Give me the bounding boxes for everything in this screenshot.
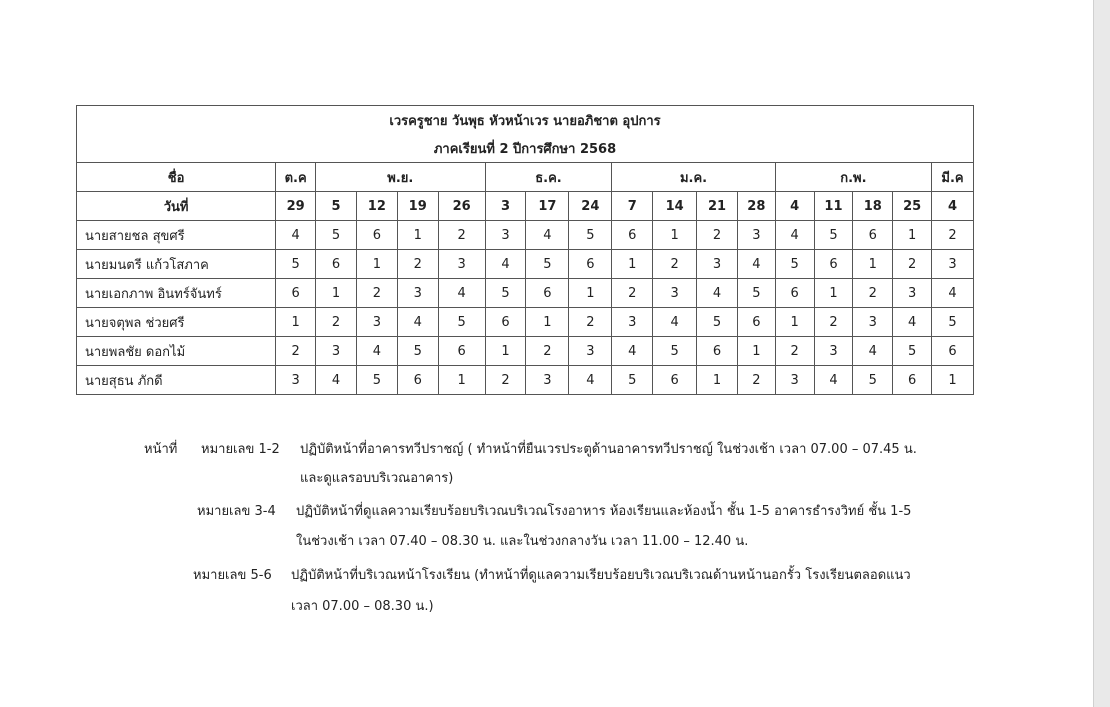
teacher-name: นายจตุพล ช่วยศรี: [77, 308, 276, 337]
duty-number-cell: 3: [612, 308, 653, 337]
duty-number-cell: 4: [853, 337, 893, 366]
duty-number-cell: 4: [397, 308, 438, 337]
duty-number-cell: 1: [397, 221, 438, 250]
date-cell: 19: [397, 192, 438, 221]
teacher-name: นายมนตรี แก้วโสภาค: [77, 250, 276, 279]
duty-number-cell: 5: [814, 221, 853, 250]
date-cell: 5: [316, 192, 357, 221]
duty-number-cell: 4: [737, 250, 775, 279]
duty-number-cell: 1: [356, 250, 397, 279]
duty-number-cell: 5: [612, 366, 653, 395]
duty-number-cell: 5: [893, 337, 932, 366]
date-header: วันที่: [77, 192, 276, 221]
teacher-name: นายเอกภาพ อินทร์จันทร์: [77, 279, 276, 308]
duty-number-cell: 4: [485, 250, 526, 279]
duty-number-cell: 5: [316, 221, 357, 250]
name-header: ชื่อ: [77, 163, 276, 192]
duty-number-cell: 4: [932, 279, 974, 308]
teacher-name: นายสายชล สุขศรี: [77, 221, 276, 250]
duty-number-cell: 6: [697, 337, 738, 366]
duty-number-cell: 3: [697, 250, 738, 279]
duty-number-cell: 5: [775, 250, 814, 279]
duty-number-cell: 1: [737, 337, 775, 366]
note-1-line2: และดูแลรอบบริเวณอาคาร): [300, 471, 454, 486]
note-1-line1: ปฏิบัติหน้าที่อาคารทวีปราชญ์ ( ทำหน้าที่ยืนเวรประตูด้านอาคารทวีปราชญ์ ในช่วงเช้า เวลา 07.00 – 07.45 น.: [300, 442, 917, 457]
duty-number-cell: 4: [612, 337, 653, 366]
duty-number-cell: 6: [569, 250, 612, 279]
date-cell: 11: [814, 192, 853, 221]
duty-number-cell: 6: [932, 337, 974, 366]
duty-number-cell: 2: [893, 250, 932, 279]
duty-number-cell: 2: [853, 279, 893, 308]
month-jan: ม.ค.: [612, 163, 775, 192]
duty-number-cell: 2: [356, 279, 397, 308]
duty-number-cell: 4: [316, 366, 357, 395]
duty-number-cell: 3: [775, 366, 814, 395]
duty-number-cell: 4: [775, 221, 814, 250]
duty-number-cell: 1: [569, 279, 612, 308]
duty-number-cell: 4: [697, 279, 738, 308]
duty-number-cell: 5: [356, 366, 397, 395]
duty-number-cell: 6: [485, 308, 526, 337]
duty-number-cell: 1: [438, 366, 485, 395]
duty-number-cell: 3: [316, 337, 357, 366]
duty-number-cell: 1: [814, 279, 853, 308]
duty-number-cell: 2: [932, 221, 974, 250]
date-cell: 4: [932, 192, 974, 221]
duty-number-cell: 1: [697, 366, 738, 395]
note-2-line1: ปฏิบัติหน้าที่ดูแลความเรียบร้อยบริเวณบริเวณโรงอาหาร ห้องเรียนและห้องน้ำ ชั้น 1-5 อาคารธำรงวิทย์ ชั้น 1-5: [296, 504, 912, 519]
duty-number-cell: 6: [356, 221, 397, 250]
duty-number-cell: 2: [737, 366, 775, 395]
duty-number-cell: 1: [485, 337, 526, 366]
duty-number-cell: 3: [276, 366, 316, 395]
duty-number-cell: 5: [526, 250, 569, 279]
duty-number-cell: 5: [653, 337, 697, 366]
date-cell: 18: [853, 192, 893, 221]
note-1-number: หมายเลข 1-2: [201, 442, 280, 457]
month-nov: พ.ย.: [316, 163, 486, 192]
duty-number-cell: 6: [893, 366, 932, 395]
duty-number-cell: 6: [397, 366, 438, 395]
duty-number-cell: 1: [932, 366, 974, 395]
duty-number-cell: 2: [775, 337, 814, 366]
date-cell: 3: [485, 192, 526, 221]
table-subtitle: ภาคเรียนที่ 2 ปีการศึกษา 2568: [77, 134, 974, 163]
duty-number-cell: 3: [438, 250, 485, 279]
duty-number-cell: 2: [316, 308, 357, 337]
table-title: เวรครูชาย วันพุธ หัวหน้าเวร นายอภิชาต อุปการ: [77, 106, 974, 135]
duty-number-cell: 3: [569, 337, 612, 366]
duty-number-cell: 1: [653, 221, 697, 250]
date-cell: 4: [775, 192, 814, 221]
teacher-name: นายพลชัย ดอกไม้: [77, 337, 276, 366]
duty-number-cell: 5: [737, 279, 775, 308]
duty-number-cell: 1: [316, 279, 357, 308]
duty-number-cell: 4: [653, 308, 697, 337]
duty-number-cell: 2: [569, 308, 612, 337]
duty-number-cell: 2: [653, 250, 697, 279]
duty-number-cell: 4: [526, 221, 569, 250]
duty-number-cell: 5: [569, 221, 612, 250]
date-cell: 28: [737, 192, 775, 221]
duty-number-cell: 2: [612, 279, 653, 308]
duty-number-cell: 6: [438, 337, 485, 366]
duty-number-cell: 3: [485, 221, 526, 250]
duty-number-cell: 2: [814, 308, 853, 337]
page-edge: [1093, 0, 1110, 707]
month-feb: ก.พ.: [775, 163, 931, 192]
duty-number-cell: 1: [893, 221, 932, 250]
duty-number-cell: 3: [653, 279, 697, 308]
duty-number-cell: 1: [853, 250, 893, 279]
duty-number-cell: 2: [276, 337, 316, 366]
duty-number-cell: 6: [276, 279, 316, 308]
note-3-line1: ปฏิบัติหน้าที่บริเวณหน้าโรงเรียน (ทำหน้าที่ดูแลความเรียบร้อยบริเวณบริเวณด้านหน้านอกรั้ว โรงเรียนตลอดแนว: [291, 568, 911, 583]
date-cell: 25: [893, 192, 932, 221]
month-mar: มี.ค: [932, 163, 974, 192]
date-cell: 26: [438, 192, 485, 221]
date-cell: 29: [276, 192, 316, 221]
duty-number-cell: 6: [612, 221, 653, 250]
duty-number-cell: 1: [526, 308, 569, 337]
note-2-line2: ในช่วงเช้า เวลา 07.40 – 08.30 น. และในช่วงกลางวัน เวลา 11.00 – 12.40 น.: [296, 534, 749, 549]
duty-number-cell: 6: [653, 366, 697, 395]
duty-number-cell: 5: [853, 366, 893, 395]
duty-number-cell: 1: [612, 250, 653, 279]
duty-number-cell: 3: [814, 337, 853, 366]
date-cell: 17: [526, 192, 569, 221]
duty-number-cell: 5: [932, 308, 974, 337]
duty-number-cell: 5: [485, 279, 526, 308]
duty-number-cell: 4: [438, 279, 485, 308]
note-3-number: หมายเลข 5-6: [193, 568, 272, 583]
duty-number-cell: 6: [526, 279, 569, 308]
date-cell: 21: [697, 192, 738, 221]
duty-number-cell: 3: [397, 279, 438, 308]
duty-number-cell: 3: [737, 221, 775, 250]
duty-number-cell: 5: [276, 250, 316, 279]
duty-number-cell: 3: [932, 250, 974, 279]
date-cell: 24: [569, 192, 612, 221]
duty-number-cell: 3: [526, 366, 569, 395]
duty-number-cell: 3: [356, 308, 397, 337]
date-cell: 14: [653, 192, 697, 221]
duty-number-cell: 1: [775, 308, 814, 337]
duty-number-cell: 4: [569, 366, 612, 395]
duty-number-cell: 2: [485, 366, 526, 395]
duty-number-cell: 4: [814, 366, 853, 395]
duty-number-cell: 2: [697, 221, 738, 250]
duty-number-cell: 6: [737, 308, 775, 337]
duty-number-cell: 5: [438, 308, 485, 337]
duty-number-cell: 4: [356, 337, 397, 366]
duty-number-cell: 4: [276, 221, 316, 250]
teacher-name: นายสุธน ภักดี: [77, 366, 276, 395]
duty-number-cell: 6: [853, 221, 893, 250]
duty-number-cell: 3: [853, 308, 893, 337]
duty-number-cell: 2: [397, 250, 438, 279]
duty-number-cell: 6: [775, 279, 814, 308]
date-cell: 12: [356, 192, 397, 221]
month-oct: ต.ค: [276, 163, 316, 192]
month-dec: ธ.ค.: [485, 163, 612, 192]
duty-number-cell: 6: [316, 250, 357, 279]
duty-number-cell: 4: [893, 308, 932, 337]
note-2-number: หมายเลข 3-4: [197, 504, 276, 519]
duty-number-cell: 2: [438, 221, 485, 250]
duty-number-cell: 1: [276, 308, 316, 337]
notes-label: หน้าที่: [144, 442, 178, 457]
note-3-line2: เวลา 07.00 – 08.30 น.): [291, 599, 434, 614]
duty-number-cell: 5: [697, 308, 738, 337]
duty-number-cell: 5: [397, 337, 438, 366]
date-cell: 7: [612, 192, 653, 221]
duty-number-cell: 2: [526, 337, 569, 366]
duty-number-cell: 3: [893, 279, 932, 308]
duty-number-cell: 6: [814, 250, 853, 279]
